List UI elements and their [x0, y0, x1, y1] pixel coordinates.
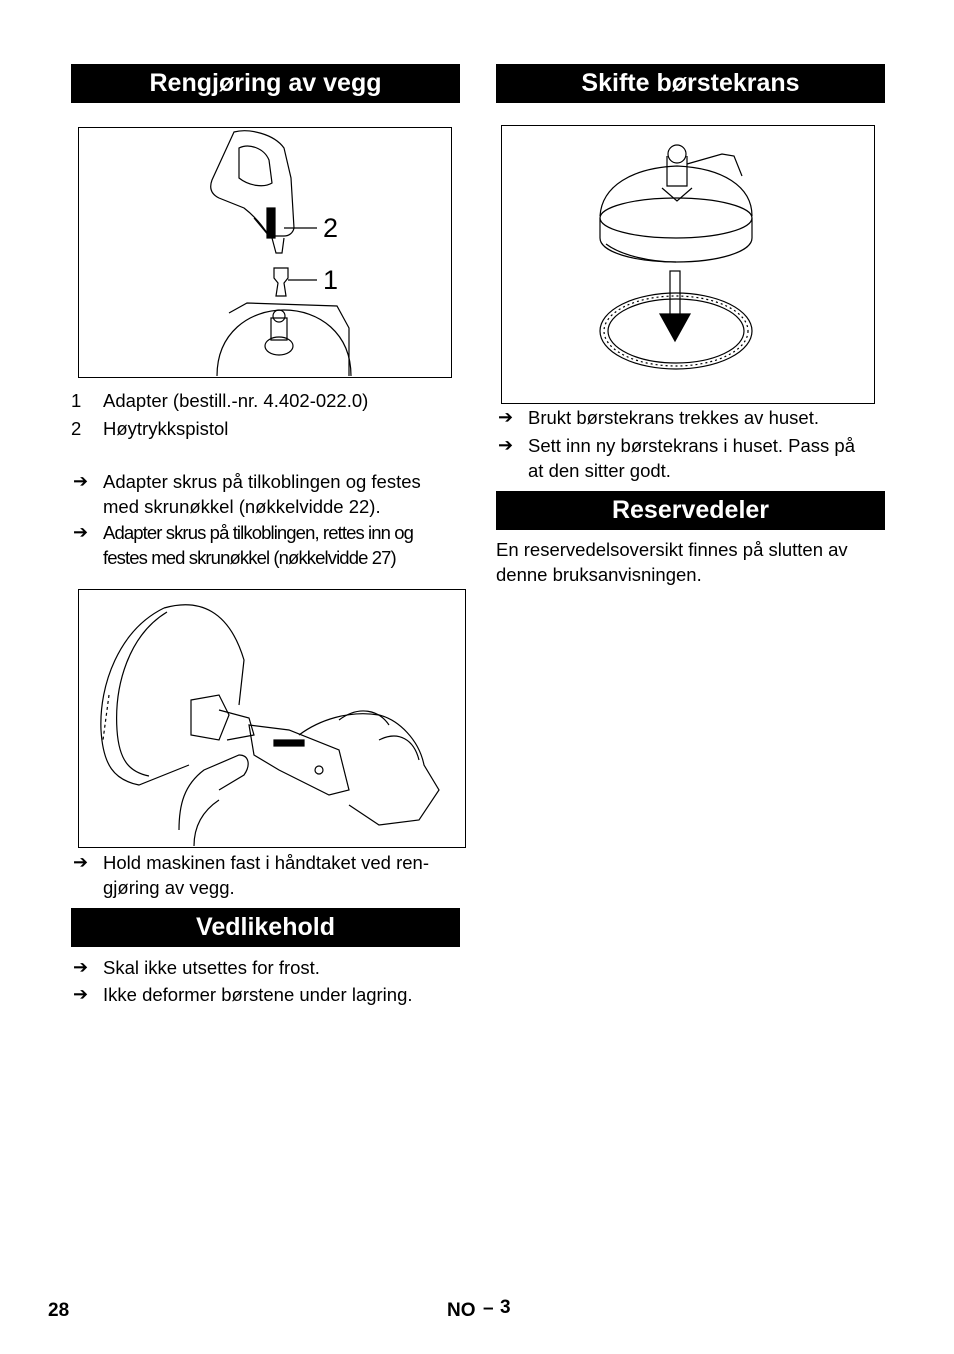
footer-section-page: 3 [500, 1297, 511, 1318]
maintenance-text: Ikke deformer børstene under lagring. [103, 984, 413, 1005]
arrow-icon: ➔ [73, 984, 89, 1004]
step-text: Sett inn ny børstekrans i huset. Pass på [528, 435, 855, 456]
arrow-icon: ➔ [73, 471, 89, 491]
hands-mounting-brush-drawing [79, 590, 465, 847]
heading-wall-cleaning: Rengjøring av vegg [71, 64, 460, 103]
step-text: Hold maskinen fast i håndtaket ved ren- [103, 852, 429, 873]
arrow-icon: ➔ [73, 522, 89, 542]
callout-2: 2 [323, 213, 339, 243]
heading-replace-brush-ring: Skifte børstekrans [496, 64, 885, 103]
step-text: at den sitter godt. [528, 460, 671, 481]
footer-dash: – [483, 1298, 494, 1319]
arrow-icon: ➔ [498, 407, 514, 427]
legend-number: 2 [71, 418, 82, 439]
maintenance-text: Skal ikke utsettes for frost. [103, 957, 320, 978]
figure-adapter-illustration [78, 127, 452, 378]
brush-ring-drawing [502, 126, 874, 403]
arrow-icon: ➔ [498, 435, 514, 455]
spare-parts-text: En reservedelsoversikt finnes på slutten av [496, 539, 848, 560]
heading-spare-parts: Reservedeler [496, 491, 885, 530]
page-number: 28 [48, 1300, 70, 1321]
step-text: Adapter skrus på tilkoblingen, rettes inn og [103, 522, 414, 543]
spray-gun-adapter-drawing [79, 128, 451, 377]
figure-brush-ring-removal [501, 125, 875, 404]
heading-maintenance: Vedlikehold [71, 908, 460, 947]
arrow-icon: ➔ [73, 852, 89, 872]
footer-section-code: NO [447, 1300, 476, 1321]
legend-number: 1 [71, 390, 82, 411]
step-text: med skrunøkkel (nøkkelvidde 22). [103, 496, 381, 517]
callout-1: 1 [323, 265, 339, 295]
legend-text: Adapter (bestill.-nr. 4.402-022.0) [103, 390, 369, 411]
step-text: Brukt børstekrans trekkes av huset. [528, 407, 819, 428]
figure-hand-holding-device [78, 589, 466, 848]
step-text: Adapter skrus på tilkoblingen og festes [103, 471, 421, 492]
step-text: gjøring av vegg. [103, 877, 235, 898]
step-text: festes med skrunøkkel (nøkkelvidde 27) [103, 547, 396, 568]
arrow-icon: ➔ [73, 957, 89, 977]
spare-parts-text: denne bruksanvisningen. [496, 564, 702, 585]
legend-text: Høytrykkspistol [103, 418, 229, 439]
